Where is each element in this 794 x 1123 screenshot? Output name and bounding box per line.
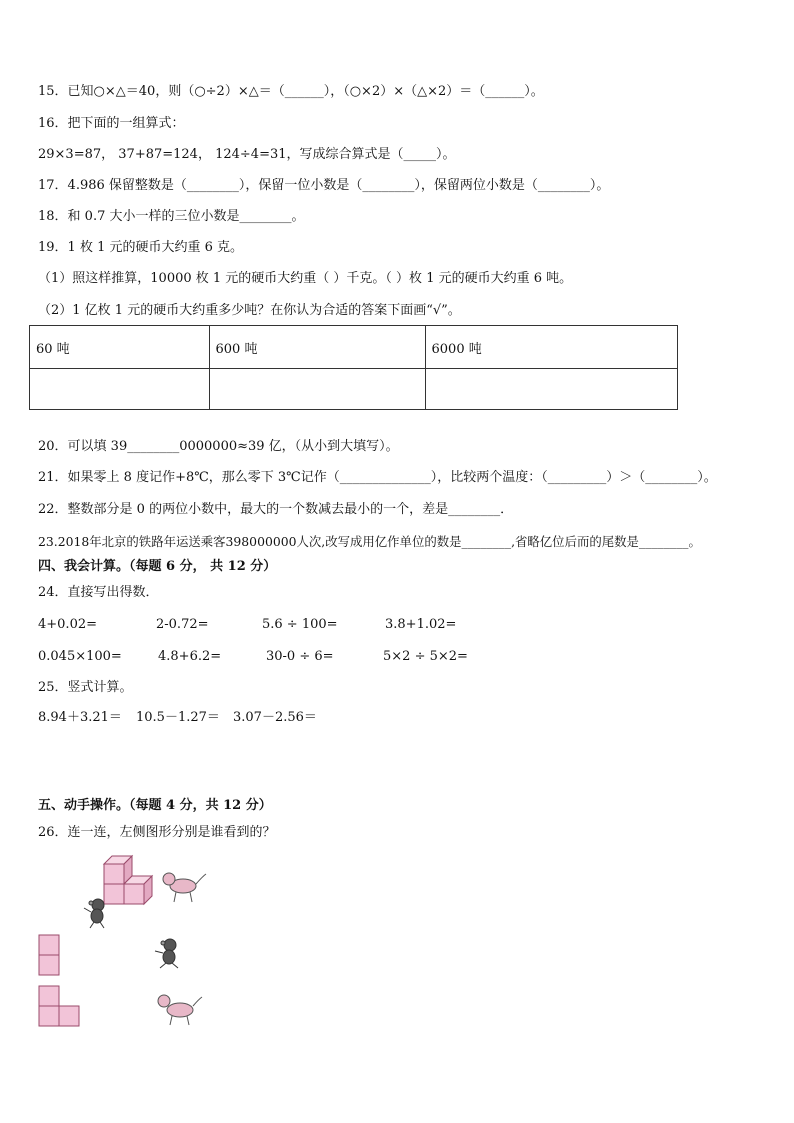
calc-item: 5.6 ÷ 100= [262,617,338,632]
calc-item: 2-0.72= [156,617,209,632]
question-16-body: 29×3=87， 37+87=124， 124÷4=31，写成综合算式是（_____）。 [38,147,456,162]
choice-60: 60 吨 [30,326,210,369]
question-17: 17．4.986 保留整数是（________），保留一位小数是（________），保留两位小数是（________）。 [38,178,610,193]
monkey-icon[interactable] [155,939,178,968]
choice-600: 600 吨 [209,326,425,369]
view-shape-1 [39,935,59,975]
monkey-icon [84,899,104,928]
calc-item: 4+0.02= [38,617,98,632]
vertical-calc-item: 8.94＋3.21＝ [38,710,122,725]
question-21: 21．如果零上 8 度记作+8℃，那么零下 3℃记作（______________），比较两个温度：（_________）＞（________）。 [38,470,717,485]
dog-icon[interactable] [158,995,202,1025]
calc-item: 0.045×100= [38,649,122,664]
question-16-title: 16．把下面的一组算式： [38,116,185,131]
question-18: 18．和 0.7 大小一样的三位小数是________。 [38,209,305,224]
calc-item: 30-0 ÷ 6= [266,649,334,664]
cube-arrangement [104,856,152,904]
choice-6000: 6000 吨 [425,326,677,369]
question-26-title: 26．连一连，左侧图形分别是谁看到的？ [38,825,276,840]
question-22: 22．整数部分是 0 的两位小数中，最大的一个数减去最小的一个，差是________． [38,502,514,517]
question-19-part1: （1）照这样推算，10000 枚 1 元的硬币大约重（ ）千克。（ ）枚 1 元的硬币大约重 6 吨。 [38,271,573,286]
section-5-heading: 五、动手操作。（每题 4 分，共 12 分） [38,798,272,813]
question-15: 15．已知○×△＝40，则（○÷2）×△＝（______），（○×2）×（△×2）＝（______）。 [38,84,544,99]
question-24-title: 24．直接写出得数． [38,585,159,600]
calc-item: 5×2 ÷ 5×2= [383,649,468,664]
view-shape-2 [39,986,79,1026]
calc-item: 3.8+1.02= [385,617,457,632]
vertical-calc-item: 3.07－2.56＝ [233,710,317,725]
question-20: 20．可以填 39________0000000≈39 亿，（从小到大填写）。 [38,439,399,454]
section-4-heading: 四、我会计算。（每题 6 分， 共 12 分） [38,559,277,574]
question-19-title: 19．1 枚 1 元的硬币大约重 6 克。 [38,240,244,255]
question-19-part2: （2）1 亿枚 1 元的硬币大约重多少吨？在你认为合适的答案下面画“√”。 [38,303,461,318]
dog-icon [163,873,206,902]
vertical-calc-item: 10.5－1.27＝ [136,710,220,725]
calc-item: 4.8+6.2= [158,649,222,664]
question-25-title: 25．竖式计算。 [38,680,133,695]
question-23: 23.2018年北京的铁路年运送乘客398000000人次,改写成用亿作单位的数是________,省略亿位后而的尾数是________。 [38,534,701,549]
